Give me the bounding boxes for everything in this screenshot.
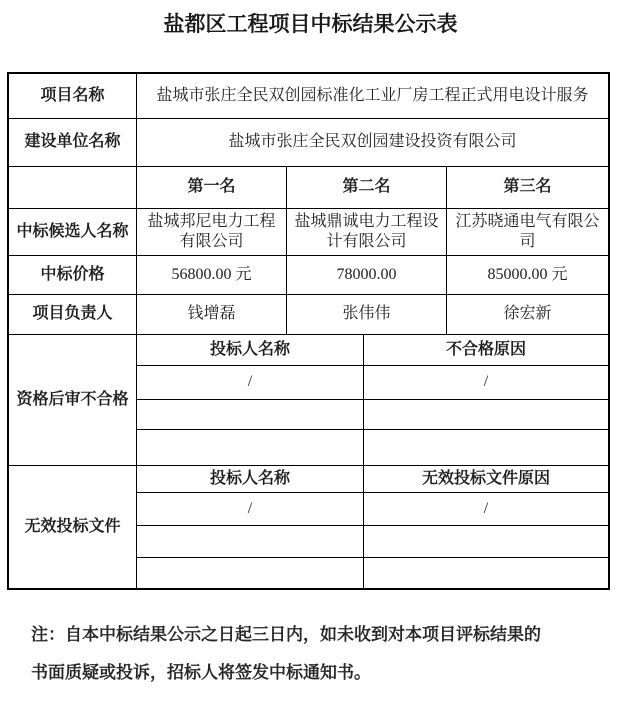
manager-third: 徐宏新	[503, 305, 552, 323]
qualification-label: 资格后审不合格	[9, 335, 137, 465]
rank-empty-cell	[9, 167, 137, 208]
footer-note	[31, 616, 601, 692]
qualification-bidder-2	[137, 400, 364, 429]
invalid-docs-row-3	[137, 558, 608, 588]
invalid-bidder-3	[137, 558, 364, 588]
page-title: 盐都区工程项目中标结果公示表	[163, 12, 458, 36]
rank-second-header: 第二名	[287, 167, 447, 208]
qualification-body	[137, 335, 608, 465]
invalid-docs-body	[137, 466, 608, 588]
invalid-bidder-header: 投标人名称	[137, 466, 364, 492]
manager-second: 张伟伟	[287, 295, 447, 334]
invalid-bidder-2	[137, 526, 364, 557]
invalid-reason-3	[364, 558, 608, 588]
candidate-second: 盐城鼎诚电力工程设计有限公司	[287, 209, 447, 255]
qualification-reason-1: /	[483, 373, 489, 391]
qualification-bidder-1: /	[137, 366, 364, 399]
qualification-bidder-3	[137, 430, 364, 465]
project-name-value: 盐城市张庄全民双创园标准化工业厂房工程正式用电设计服务	[156, 86, 589, 104]
invalid-docs-section	[9, 466, 608, 588]
managers-row	[9, 295, 608, 335]
invalid-reason-1: /	[483, 499, 489, 517]
qualification-section	[9, 335, 608, 466]
invalid-reason-2	[364, 526, 608, 557]
bid-result-table	[7, 72, 610, 590]
invalid-docs-row-1	[137, 493, 608, 526]
qualification-row-2	[137, 400, 608, 430]
invalid-docs-header-row	[137, 466, 608, 493]
qualification-header-row	[137, 335, 608, 366]
manager-first: 钱增磊	[137, 295, 287, 334]
candidates-label: 中标候选人名称	[9, 209, 137, 255]
qualification-row-1	[137, 366, 608, 400]
price-second: 78000.00	[287, 256, 447, 294]
prices-label: 中标价格	[9, 256, 137, 294]
invalid-bidder-1: /	[137, 493, 364, 525]
price-third: 85000.00 元	[487, 265, 568, 283]
invalid-reason-header: 无效投标文件原因	[421, 469, 550, 487]
qualification-reason-header: 不合格原因	[445, 340, 526, 358]
qualification-row-3	[137, 430, 608, 465]
candidate-first: 盐城邦尼电力工程有限公司	[137, 209, 287, 255]
rank-header-row	[9, 167, 608, 209]
invalid-docs-label: 无效投标文件	[9, 466, 137, 588]
qualification-reason-2	[364, 400, 608, 429]
qualification-bidder-header: 投标人名称	[137, 335, 364, 365]
qualification-reason-3	[364, 430, 608, 465]
project-name-label: 项目名称	[9, 74, 137, 118]
candidate-third: 江苏晓通电气有限公司	[455, 212, 600, 250]
builder-value: 盐城市张庄全民双创园建设投资有限公司	[228, 133, 517, 151]
invalid-docs-row-2	[137, 526, 608, 558]
managers-label: 项目负责人	[9, 295, 137, 334]
rank-first-header: 第一名	[137, 167, 287, 208]
price-first: 56800.00 元	[137, 256, 287, 294]
candidates-row	[9, 209, 608, 256]
footer-note-line-2: 书面质疑或投诉，招标人将签发中标通知书。	[31, 663, 371, 682]
prices-row	[9, 256, 608, 295]
builder-label: 建设单位名称	[9, 119, 137, 166]
footer-note-line-1: 注：自本中标结果公示之日起三日内，如未收到对本项目评标结果的	[31, 625, 541, 644]
rank-third-header: 第三名	[503, 178, 552, 196]
builder-row	[9, 119, 608, 167]
project-name-row	[9, 74, 608, 119]
